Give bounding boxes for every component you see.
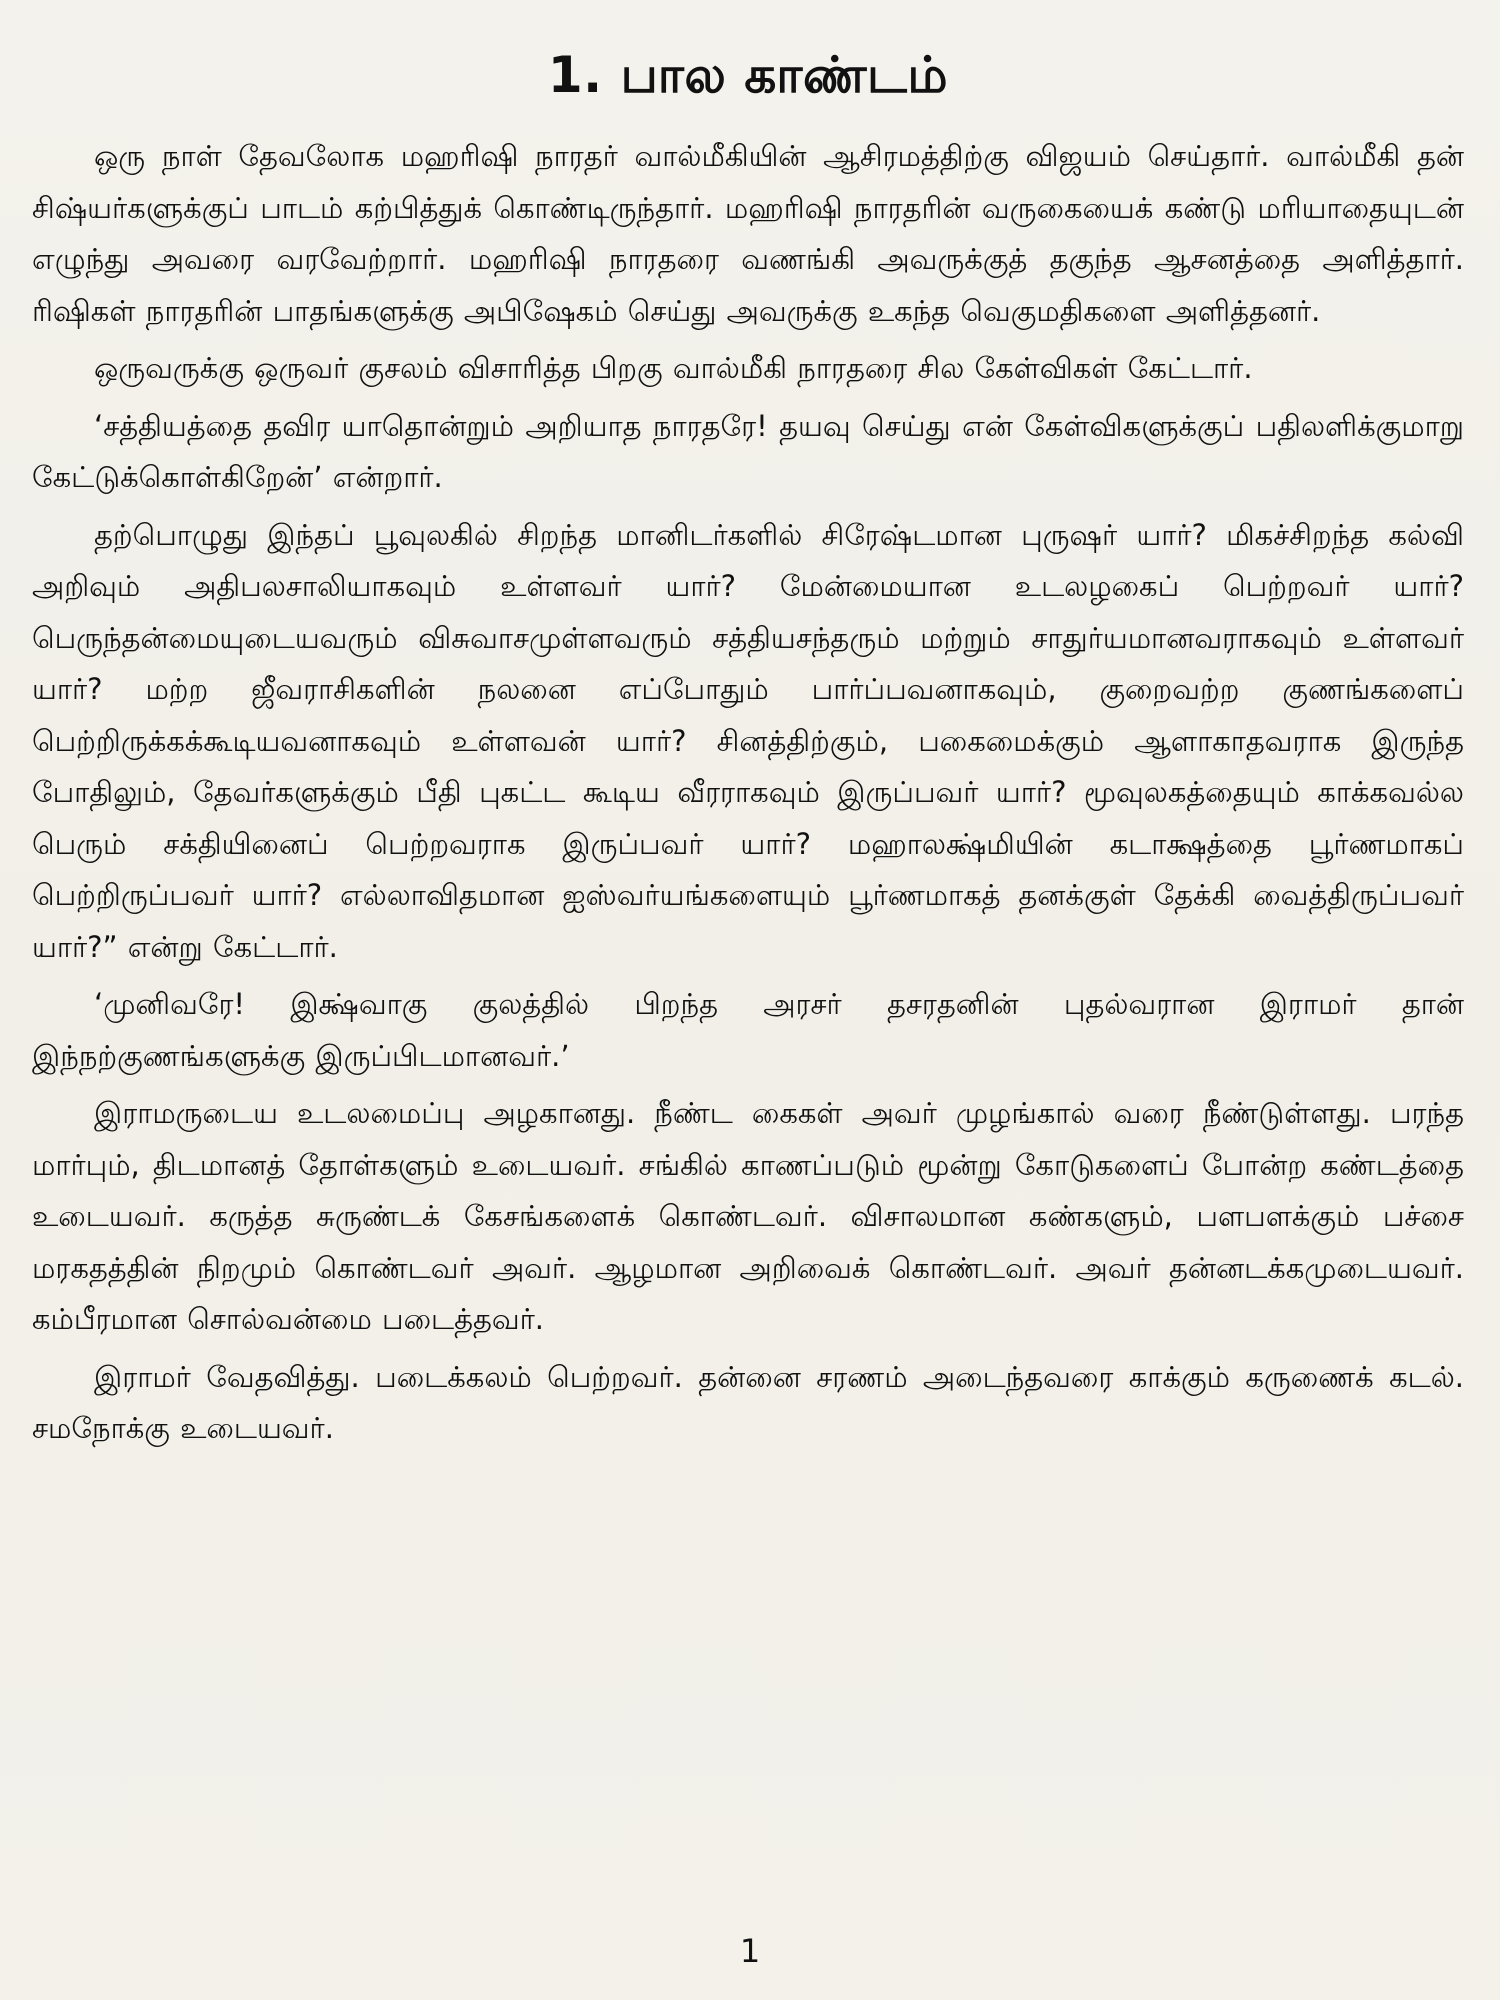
paragraph: ஒருவருக்கு ஒருவர் குசலம் விசாரித்த பிறகு வால்மீகி நாரதரை சில கேள்விகள் கேட்டார். [94,351,1253,385]
paragraph: ‘முனிவரே! இக்ஷ்வாகு குலத்தில் பிறந்த அரசர் தசரதனின் புதல்வரான இராமர் தான் இந்நற்குணங்களுக்கு இருப்பிடமானவர்.’ [32,987,1464,1073]
page-number: 1 [739,1932,761,1970]
chapter-title: 1. பால காண்டம் [547,46,949,104]
paragraph: ‘சத்தியத்தை தவிர யாதொன்றும் அறியாத நாரதரே! தயவு செய்து என் கேள்விகளுக்குப் பதிலளிக்குமாறு கேட்டுக்கொள்கிறேன்’ என்றார். [32,408,1464,494]
chapter-body [32,131,1464,1455]
paragraph: ஒரு நாள் தேவலோக மஹரிஷி நாரதர் வால்மீகியின் ஆசிரமத்திற்கு விஜயம் செய்தார். வால்மீகி தன் சிஷ்யர்களுக்குப் பாடம் கற்பித்துக் கொண்டிருந்தார். மஹரிஷி நாரதரின் வருகையைக் கண்டு மரியாதையுடன் எழுந்து அவரை வரவேற்றார். மஹரிஷி நாரதரை வணங்கி அவருக்குத் தகுந்த ஆசனத்தை அளித்தார். ரிஷிகள் நாரதரின் பாதங்களுக்கு அபிஷேகம் செய்து அவருக்கு உகந்த வெகுமதிகளை அளித்தனர். [32,139,1464,328]
paragraph: தற்பொழுது இந்தப் பூவுலகில் சிறந்த மானிடர்களில் சிரேஷ்டமான புருஷர் யார்? மிகச்சிறந்த கல்வி அறிவும் அதிபலசாலியாகவும் உள்ளவர் யார்? மேன்மையான உடலழகைப் பெற்றவர் யார்? பெருந்தன்மையுடையவரும் விசுவாசமுள்ளவரும் சத்தியசந்தரும் மற்றும் சாதுர்யமானவராகவும் உள்ளவர் யார்? மற்ற ஜீவராசிகளின் நலனை எப்போதும் பார்ப்பவனாகவும், குறைவற்ற குணங்களைப் பெற்றிருக்கக்கூடியவனாகவும் உள்ளவன் யார்? சினத்திற்கும், பகைமைக்கும் ஆளாகாதவராக இருந்த போதிலும், தேவர்களுக்கும் பீதி புகட்ட கூடிய வீரராகவும் இருப்பவர் யார்? மூவுலகத்தையும் காக்கவல்ல பெரும் சக்தியினைப் பெற்றவராக இருப்பவர் யார்? மஹாலக்ஷ்மியின் கடாக்ஷத்தை பூர்ணமாகப் பெற்றிருப்பவர் யார்? எல்லாவிதமான ஐஸ்வர்யங்களையும் பூர்ணமாகத் தனக்குள் தேக்கி வைத்திருப்பவர் யார்?” என்று கேட்டார். [32,517,1464,964]
paragraph: இராமர் வேதவித்து. படைக்கலம் பெற்றவர். தன்னை சரணம் அடைந்தவரை காக்கும் கருணைக் கடல். சமநோக்கு உடையவர். [32,1359,1464,1445]
paragraph: இராமருடைய உடலமைப்பு அழகானது. நீண்ட கைகள் அவர் முழங்கால் வரை நீண்டுள்ளது. பரந்த மார்பும், திடமானத் தோள்களும் உடையவர். சங்கில் காணப்படும் மூன்று கோடுகளைப் போன்ற கண்டத்தை உடையவர். கருத்த சுருண்டக் கேசங்களைக் கொண்டவர். விசாலமான கண்களும், பளபளக்கும் பச்சை மரகதத்தின் நிறமும் கொண்டவர் அவர். ஆழமான அறிவைக் கொண்டவர். அவர் தன்னடக்கமுடையவர். கம்பீரமான சொல்வன்மை படைத்தவர். [32,1096,1464,1336]
